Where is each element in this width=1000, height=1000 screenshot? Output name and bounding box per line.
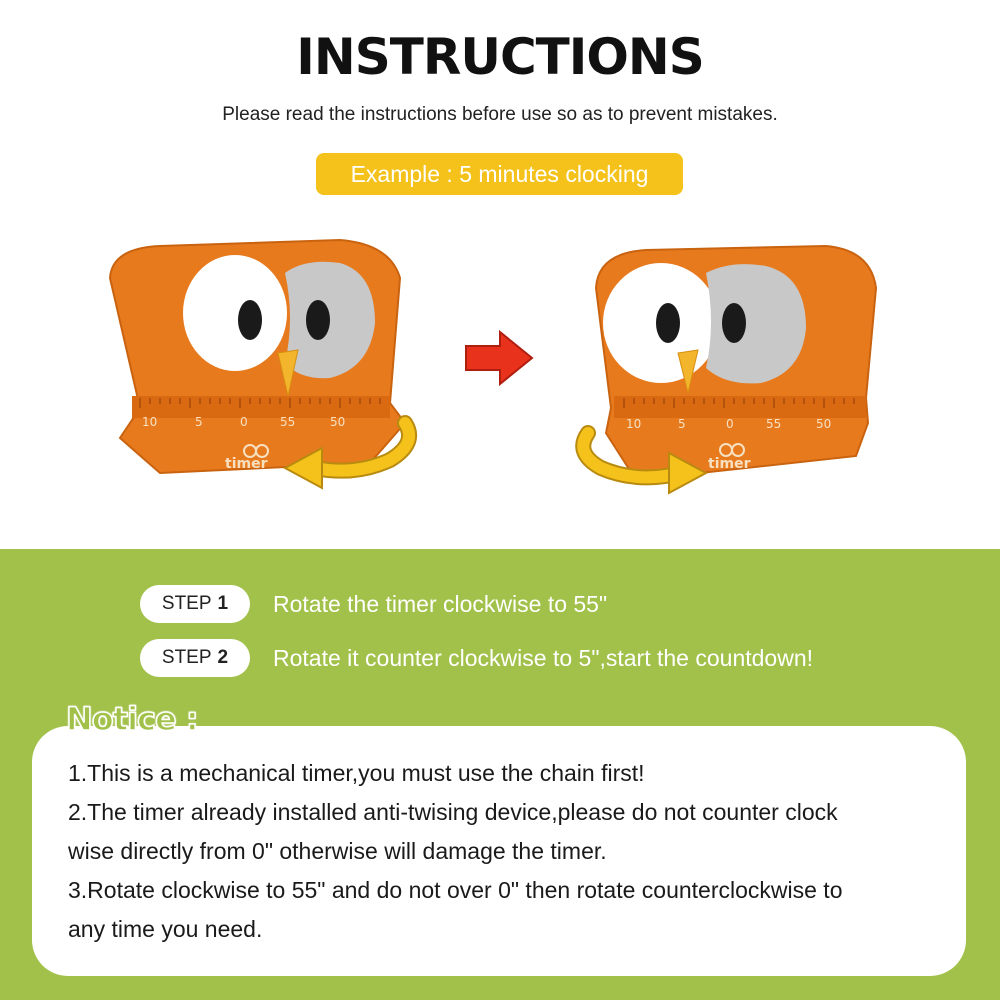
step-2-label: STEP (161, 647, 212, 668)
left-tick-0: 0 (240, 415, 248, 429)
right-tick-5: 5 (678, 417, 686, 431)
notice-line-1: 1.This is a mechanical timer,you must use the chain first! (68, 760, 645, 786)
step-1-label: STEP (161, 593, 212, 614)
right-tick-10: 10 (626, 417, 642, 431)
example-badge: Example : 5 minutes clocking (316, 153, 683, 195)
page-subtitle: Please read the instructions before use so as to prevent mistakes. (222, 104, 778, 125)
right-tick-50: 50 (816, 417, 832, 431)
right-brand-text: timer (708, 456, 751, 472)
step-2-text: Rotate it counter clockwise to 5",start the countdown! (273, 644, 813, 671)
notice-line-2: 2.The timer already installed anti-twising device,please do not counter clock (68, 799, 838, 825)
notice-line-3: wise directly from 0" otherwise will damage the timer. (68, 838, 607, 864)
notice-title: Notice : (66, 700, 198, 738)
left-tick-55: 55 (280, 415, 296, 429)
owl-timer-before-image (100, 228, 420, 498)
step-2-badge (140, 639, 250, 677)
notice-line-4: 3.Rotate clockwise to 55" and do not over 0" then rotate counterclockwise to (68, 877, 843, 903)
right-tick-55: 55 (766, 417, 782, 431)
left-tick-5: 5 (195, 415, 203, 429)
notice-text (68, 754, 948, 949)
step-2-number: 2 (217, 647, 229, 668)
owl-timer-after-image (566, 228, 886, 498)
step-1-text: Rotate the timer clockwise to 55" (273, 590, 608, 617)
step-1-row (140, 584, 607, 624)
step-2-row (140, 638, 813, 678)
right-tick-0: 0 (726, 417, 734, 431)
step-1-badge (140, 585, 250, 623)
left-tick-10: 10 (142, 415, 158, 429)
transition-arrow-icon (462, 330, 534, 386)
step-1-number: 1 (217, 593, 229, 614)
page-title: INSTRUCTIONS (296, 28, 704, 86)
left-brand-text: timer (225, 456, 268, 472)
notice-line-5: any time you need. (68, 916, 263, 942)
left-tick-50: 50 (330, 415, 346, 429)
